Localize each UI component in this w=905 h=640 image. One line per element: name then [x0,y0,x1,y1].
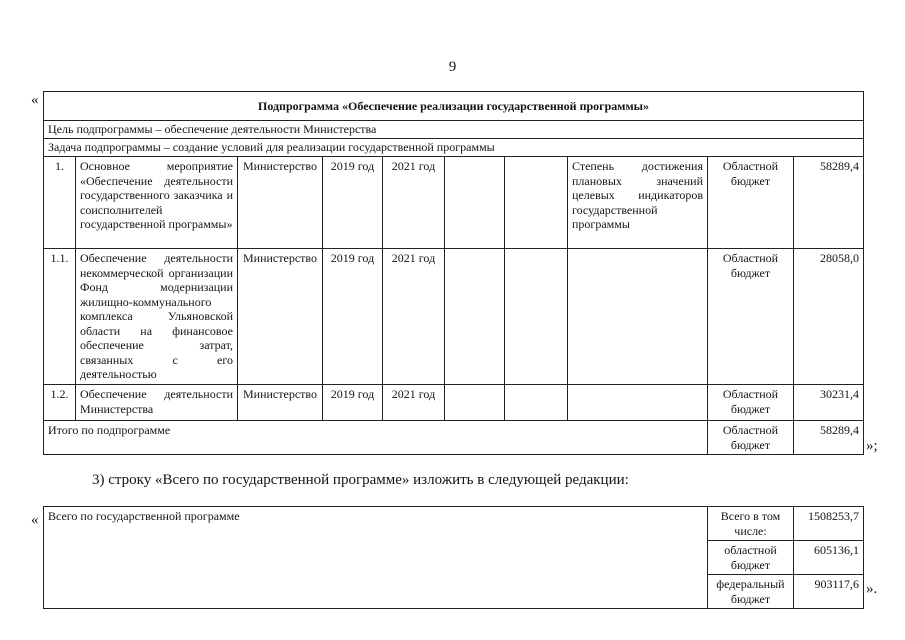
empty-cell [505,249,568,385]
end-year: 2021 год [383,385,445,421]
funding-source: Областной бюджет [708,421,794,455]
closing-quote-mark: ». [866,581,878,597]
empty-cell [505,157,568,249]
measure-name: Обеспечение деятельности Министерства [76,385,238,421]
closing-quote-mark: »; [866,438,878,454]
table-row [44,157,864,249]
subprogram-title: Подпрограмма «Обеспечение реализации государственной программы» [44,92,864,121]
funding-source: областной бюджет [708,541,794,575]
end-year: 2021 год [383,249,445,385]
target-indicator [568,249,708,385]
funding-source: Всего в том числе: [708,507,794,541]
page-number: 9 [448,59,457,75]
funding-amount: 58289,4 [794,421,864,455]
executor: Министерство [238,249,323,385]
start-year: 2019 год [323,249,383,385]
funding-source: федеральный бюджет [708,575,794,609]
table-row [44,249,864,385]
executor: Министерство [238,157,323,249]
target-indicator: Степень достижения плановых значений целевых индикаторов государственной программы [568,157,708,249]
subprogram-title-row [44,92,864,121]
grand-total-table [43,506,864,609]
table-row [44,385,864,421]
subprogram-goal: Цель подпрограммы – обеспечение деятельности Министерства [44,121,864,139]
end-year: 2021 год [383,157,445,249]
measure-name: Основное мероприятие «Обеспечение деятельности государственного заказчика и соисполнителей государственной программы» [76,157,238,249]
funding-source: Областной бюджет [708,157,794,249]
table-row [44,507,864,541]
row-number: 1. [44,157,76,249]
subprogram-total-row [44,421,864,455]
start-year: 2019 год [323,385,383,421]
funding-amount: 30231,4 [794,385,864,421]
funding-amount: 1508253,7 [794,507,864,541]
target-indicator [568,385,708,421]
subprogram-total-label: Итого по подпрограмме [44,421,708,455]
row-number: 1.2. [44,385,76,421]
executor: Министерство [238,385,323,421]
measure-name: Обеспечение деятельности некоммерческой организации Фонд модернизации жилищно-коммунального комплекса Ульяновской области на финансовое обеспечение затрат, связанных с его деятельностью [76,249,238,385]
funding-source: Областной бюджет [708,385,794,421]
subprogram-task-row [44,139,864,157]
row-number: 1.1. [44,249,76,385]
funding-amount: 605136,1 [794,541,864,575]
start-year: 2019 год [323,157,383,249]
subprogram-task: Задача подпрограммы – создание условий для реализации государственной программы [44,139,864,157]
empty-cell [445,385,505,421]
empty-cell [445,157,505,249]
funding-amount: 903117,6 [794,575,864,609]
grand-total-label: Всего по государственной программе [44,507,708,609]
empty-cell [445,249,505,385]
opening-quote-mark: « [31,512,39,528]
empty-cell [505,385,568,421]
funding-amount: 28058,0 [794,249,864,385]
funding-source: Областной бюджет [708,249,794,385]
subprogram-table [43,91,864,455]
opening-quote-mark: « [31,92,39,108]
subprogram-goal-row [44,121,864,139]
instruction-text: 3) строку «Всего по государственной программе» изложить в следующей редакции: [92,472,629,488]
funding-amount: 58289,4 [794,157,864,249]
